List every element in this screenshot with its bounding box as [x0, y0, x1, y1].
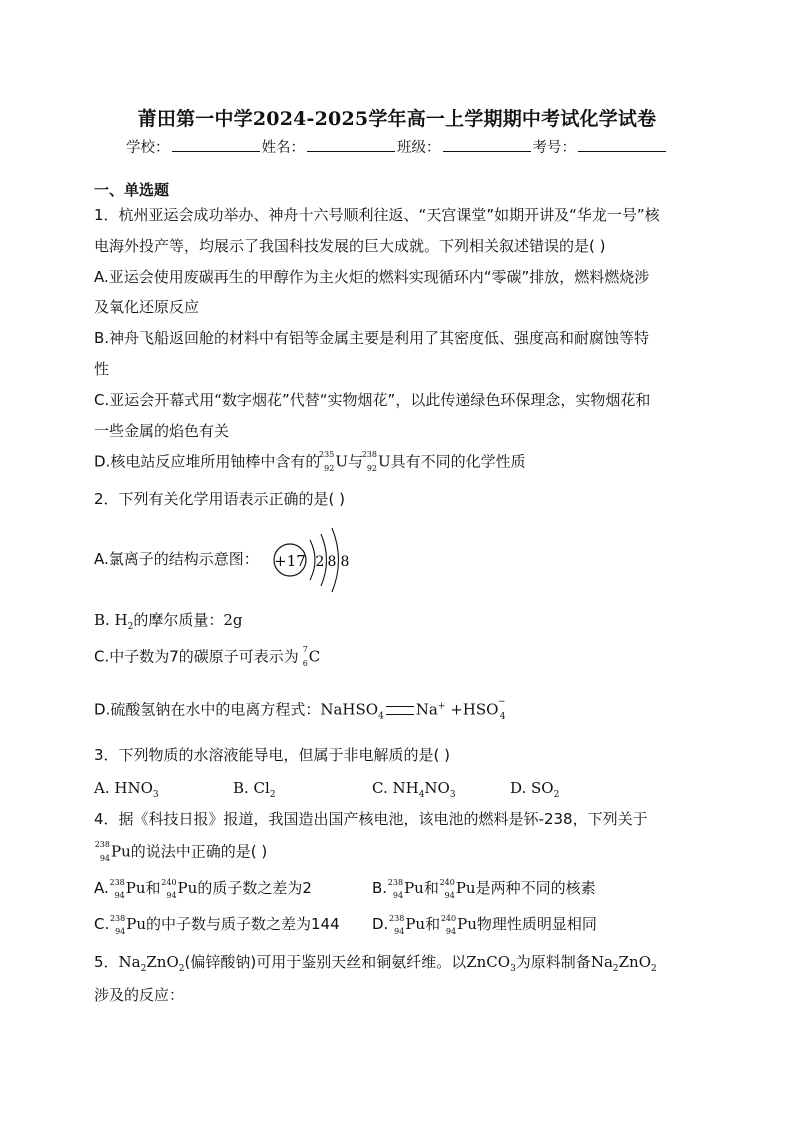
q5-number: 5．	[94, 953, 119, 971]
q3-c-sub2: 3	[449, 790, 456, 800]
q4b-pu238	[387, 879, 403, 899]
q4d-pu240-z: 94	[445, 926, 457, 936]
q4d-pu240-sym: Pu	[457, 915, 477, 933]
name-blank[interactable]	[307, 137, 395, 152]
q4a-pu240-sym: Pu	[177, 879, 198, 897]
q5-f2: ZnCO	[466, 953, 511, 971]
student-info-line	[0, 136, 794, 157]
q4-stem-line2	[94, 842, 267, 862]
q2-d-nahso4: NaHSO	[320, 700, 379, 719]
q2-d-minus: −	[497, 697, 506, 707]
q3-stem: 3．下列物质的水溶液能导电，但属于非电解质的是( )	[94, 746, 451, 764]
shell-arc-1	[310, 540, 315, 580]
q4a-pu238-z: 94	[114, 890, 125, 900]
q5-f3-zno: ZnO	[618, 953, 652, 971]
u238-notation	[363, 452, 377, 472]
q3-d-sub: 2	[553, 790, 560, 800]
pu238-z: 94	[99, 854, 110, 863]
q1-option-d	[94, 452, 526, 472]
class-label: 班级：	[397, 140, 441, 156]
q4-d-label: D.	[372, 915, 389, 933]
q4-b-label: B.	[372, 879, 388, 897]
q2-option-c	[94, 647, 320, 667]
q5-text2: 为原料制备	[515, 953, 591, 971]
u235-notation	[320, 452, 334, 472]
q2-d-plus: +	[437, 701, 446, 712]
q1-d-text-post: 具有不同的化学性质	[390, 452, 526, 471]
q4b-pu240-sym: Pu	[455, 879, 476, 897]
q1-option-c-line2: 一些金属的焰色有关	[94, 422, 230, 440]
pu238-symbol: Pu	[111, 842, 131, 861]
q5-f1-zno: ZnO	[146, 953, 179, 971]
hso4-charge	[497, 697, 506, 722]
q4-a-text: 的质子数之差为2	[197, 879, 312, 897]
q4a-and: 和	[145, 879, 161, 897]
q1-d-text-mid: 与	[347, 452, 363, 471]
q4c-pu238-sym: Pu	[126, 915, 147, 933]
q3-option-d	[510, 779, 559, 800]
q4-d-text: 物理性质明显相同	[476, 915, 597, 933]
u235-z: 92	[324, 464, 335, 473]
q4d-pu240-mass: 240	[440, 913, 457, 923]
shell-electrons-2: 8	[327, 554, 337, 570]
q3-b-sub: 2	[269, 790, 276, 800]
q4-c-label: C.	[94, 915, 110, 933]
shell-electrons-1: 2	[315, 554, 325, 570]
q3-option-a	[94, 779, 159, 800]
q2-d-hso4: +HSO	[445, 700, 499, 719]
q4c-pu238-mass: 238	[109, 913, 126, 923]
q4b-pu240-z: 94	[444, 890, 455, 900]
school-blank[interactable]	[172, 137, 260, 152]
q5-f1-na: Na	[118, 953, 141, 971]
q4d-pu238-z: 94	[394, 926, 405, 936]
u238-mass: 238	[361, 450, 377, 459]
u238-symbol: U	[378, 452, 391, 471]
q2-d-sub4: 4	[378, 711, 384, 722]
name-label: 姓名：	[261, 140, 305, 156]
q5-f3-sub1: 2	[612, 964, 619, 974]
q4a-pu238	[109, 879, 125, 899]
q4b-pu238-z: 94	[392, 890, 404, 900]
q4b-pu240-mass: 240	[439, 877, 455, 887]
q4-option-a	[94, 877, 312, 899]
u235-mass: 235	[319, 450, 335, 459]
q2-d-sub4b: 4	[499, 712, 506, 722]
q5-f1-sub1: 2	[140, 964, 147, 974]
q2-b-value: 2g	[223, 611, 243, 629]
exam-title: 莆田第一中学2024-2025学年高一上学期期中考试化学试卷	[137, 108, 657, 130]
q1-option-a-line2: 及氧化还原反应	[94, 298, 200, 316]
school-label: 学校：	[126, 140, 170, 156]
c7-z: 6	[302, 659, 308, 668]
q2-c-text: C.中子数为7的碳原子可表示为	[94, 647, 299, 666]
q3-option-c	[372, 779, 456, 800]
q2-option-d	[94, 697, 506, 722]
q1-stem-line2: 电海外投产等，均展示了我国科技发展的巨大成就。下列相关叙述错误的是( )	[94, 237, 606, 255]
section-title: 一、单选题	[94, 181, 170, 199]
q4b-pu238-sym: Pu	[404, 879, 424, 897]
q1-option-b-line2: 性	[94, 360, 110, 378]
q4c-pu238-z: 94	[115, 926, 126, 936]
q5-f1-sub2: 2	[178, 964, 185, 974]
pu238-notation	[94, 842, 110, 862]
q2-d-text: D.硫酸氢钠在水中的电离方程式：	[94, 700, 321, 719]
q4a-pu240-mass: 240	[161, 877, 177, 887]
q3-d-formula: D. SO	[510, 779, 554, 797]
q5-f2-sub: 3	[510, 964, 516, 974]
c7-notation	[299, 647, 308, 667]
q2-option-a-text: A.氯离子的结构示意图：	[94, 550, 259, 568]
q4d-pu238-mass: 238	[389, 913, 405, 923]
q4a-pu240	[161, 879, 177, 899]
q5-f3-na: Na	[590, 953, 613, 971]
number-blank[interactable]	[578, 137, 666, 152]
q3-a-formula: A. HNO	[94, 779, 153, 797]
q4d-pu240	[440, 915, 456, 935]
q4b-pu240	[439, 879, 455, 899]
q1-option-b-line1: B.神舟飞船返回舱的材料中有铝等金属主要是利用了其密度低、强度高和耐腐蚀等特	[94, 329, 650, 347]
q4a-pu238-sym: Pu	[125, 879, 146, 897]
q4c-pu238	[109, 915, 125, 935]
q5-stem-line1	[94, 955, 657, 974]
q4-a-label: A.	[94, 879, 109, 897]
chloride-ion-diagram	[268, 524, 368, 598]
q2-stem: 2．下列有关化学用语表示正确的是( )	[94, 490, 346, 508]
q4-c-text: 的中子数与质子数之差为144	[146, 915, 340, 933]
q1-d-text-pre: D.核电站反应堆所用铀棒中含有的	[94, 452, 321, 471]
q4-option-d	[372, 913, 597, 935]
q2-option-b	[94, 613, 243, 632]
q3-a-sub: 3	[152, 790, 159, 800]
q3-option-b	[233, 779, 276, 800]
q5-stem-line2: 涉及的反应：	[94, 986, 185, 1004]
q4-b-text: 是两种不同的核素	[475, 879, 596, 897]
q4d-pu238	[388, 915, 404, 935]
q1-stem-line1: 1．杭州亚运会成功举办、神舟十六号顺利往返、“天宫课堂”如期开讲及“华龙一号”核	[94, 206, 660, 224]
c7-mass: 7	[302, 645, 308, 654]
q3-c-no: NO	[424, 779, 450, 797]
q1-option-c-line1: C.亚运会开幕式用“数字烟花”代替“实物烟花”，以此传递绿色环保理念，实物烟花和	[94, 391, 651, 409]
q4b-pu238-mass: 238	[387, 877, 404, 887]
q4d-pu238-sym: Pu	[405, 915, 426, 933]
q4a-pu240-z: 94	[166, 890, 177, 900]
q5-text1: (偏锌酸钠)可用于鉴别天丝和铜氨纤维。以	[184, 953, 467, 971]
q4-option-b	[372, 877, 596, 899]
nucleus-charge: +17	[274, 552, 306, 570]
c7-symbol: C	[308, 647, 321, 666]
q2-d-na: Na	[415, 700, 438, 719]
q3-b-formula: B. Cl	[233, 779, 270, 797]
number-label: 考号：	[532, 140, 576, 156]
q1-option-a-line1: A.亚运会使用废碳再生的甲醇作为主火炬的燃料实现循环内“零碳”排放，燃料燃烧涉	[94, 268, 650, 286]
pu238-mass: 238	[94, 840, 110, 849]
q4d-and: 和	[425, 915, 441, 933]
shell-electrons-3: 8	[340, 554, 350, 570]
q4-stem-line1: 4．据《科技日报》报道，我国造出国产核电池，该电池的燃料是钚-238，下列关于	[94, 810, 648, 828]
q3-c-sub1: 4	[418, 790, 425, 800]
q4-stem-line2-text: 的说法中正确的是( )	[130, 842, 268, 861]
u238-z: 92	[366, 464, 377, 473]
u235-symbol: U	[335, 452, 348, 471]
q2-b-formula: B. H	[94, 611, 128, 629]
q4a-pu238-mass: 238	[109, 877, 125, 887]
q2-b-text: 的摩尔质量：	[133, 611, 224, 629]
q5-f3-sub2: 2	[651, 964, 657, 974]
q4-option-c	[94, 913, 340, 935]
class-blank[interactable]	[443, 137, 531, 152]
q2-b-sub: 2	[127, 622, 134, 632]
q4b-and: 和	[423, 879, 439, 897]
q3-c-formula: C. NH	[372, 779, 419, 797]
equals-arrow	[386, 706, 414, 715]
